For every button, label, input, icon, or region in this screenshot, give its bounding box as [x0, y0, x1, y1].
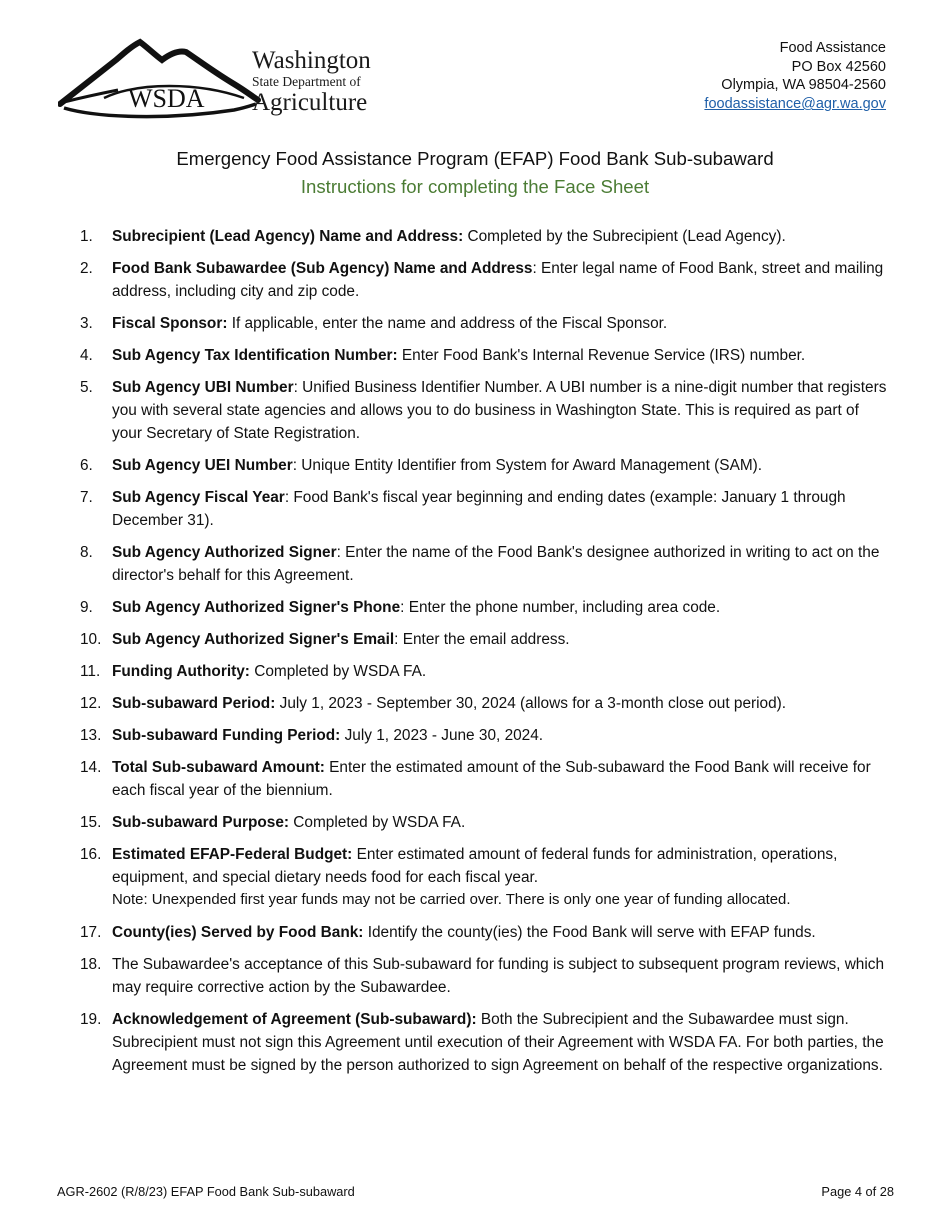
instruction-text: : Enter the name of the Food Bank's designee authorized in writing to act on the director's behalf for this Agreement.	[112, 544, 880, 584]
page-subtitle: Instructions for completing the Face Sheet	[300, 176, 650, 197]
instruction-label: Sub-subaward Funding Period:	[112, 727, 341, 744]
instruction-label: Food Bank Subawardee (Sub Agency) Name and Address	[112, 260, 533, 277]
instruction-label: Sub Agency Authorized Signer	[112, 544, 337, 561]
instruction-label: Fiscal Sponsor:	[112, 315, 228, 332]
instruction-label: Sub Agency Authorized Signer's Email	[112, 631, 395, 648]
instruction-number: 1.	[80, 228, 93, 245]
instruction-label: Sub Agency UEI Number	[112, 457, 293, 474]
instruction-label: Sub-subaward Purpose:	[112, 814, 290, 831]
instruction-number: 18.	[80, 956, 102, 973]
instruction-note: Note: Unexpended first year funds may not be carried over. There is only one year of funding allocated.	[112, 892, 791, 908]
instruction-label: Sub Agency Tax Identification Number:	[112, 347, 398, 364]
instruction-number: 13.	[80, 727, 102, 744]
instruction-number: 14.	[80, 759, 102, 776]
instruction-item	[80, 756, 892, 802]
instruction-number: 3.	[80, 315, 93, 332]
contact-line3: Olympia, WA 98504-2560	[721, 77, 886, 94]
instruction-item	[80, 724, 892, 747]
instruction-number: 16.	[80, 846, 102, 863]
instruction-label: Sub-subaward Period:	[112, 695, 276, 712]
instruction-item	[80, 541, 892, 587]
instruction-text: Identify the county(ies) the Food Bank will serve with EFAP funds.	[363, 924, 816, 941]
footer-page-number: Page 4 of 28	[821, 1184, 894, 1199]
agency-name	[252, 48, 371, 116]
instructions-list	[80, 225, 892, 1086]
instruction-label: County(ies) Served by Food Bank:	[112, 924, 364, 941]
instruction-text: July 1, 2023 - September 30, 2024 (allows for a 3-month close out period).	[275, 695, 787, 712]
instruction-item	[80, 225, 892, 248]
instruction-number: 8.	[80, 544, 93, 561]
instruction-label: Acknowledgement of Agreement (Sub-subaward):	[112, 1011, 477, 1028]
instruction-item	[80, 921, 892, 944]
contact-line1: Food Assistance	[779, 40, 886, 56]
instruction-item	[80, 596, 892, 619]
instruction-item	[80, 486, 892, 532]
instruction-item	[80, 376, 892, 445]
instruction-text: Completed by WSDA FA.	[249, 663, 427, 680]
instruction-text: : Unified Business Identifier Number. A UBI number is a nine-digit number that registers you with several state agencies and allows you to do business in Washington State. This is required as part of your Secretary of State Registration.	[112, 379, 887, 442]
instruction-label: Sub Agency UBI Number	[112, 379, 294, 396]
instruction-number: 6.	[80, 457, 93, 474]
instruction-item	[80, 953, 892, 999]
agency-name-line1: Washington	[252, 47, 371, 74]
instruction-number: 17.	[80, 924, 102, 941]
agency-name-line2: State Department of	[252, 74, 361, 89]
instruction-item	[80, 660, 892, 683]
instruction-label: Total Sub-subaward Amount:	[112, 759, 325, 776]
instruction-text: : Food Bank's fiscal year beginning and ending dates (example: January 1 through December 31).	[112, 489, 846, 529]
instruction-text: If applicable, enter the name and address of the Fiscal Sponsor.	[227, 315, 668, 332]
instruction-item	[80, 344, 892, 367]
instruction-item	[80, 843, 892, 912]
instruction-number: 7.	[80, 489, 93, 506]
instruction-text: : Enter the email address.	[394, 631, 570, 648]
instruction-number: 4.	[80, 347, 93, 364]
instruction-text: : Enter the phone number, including area code.	[400, 599, 721, 616]
instruction-text: Enter estimated amount of federal funds for administration, operations, equipment, and special dietary needs food for each fiscal year.	[112, 846, 838, 886]
instruction-number: 2.	[80, 260, 93, 277]
instruction-label: Funding Authority:	[112, 663, 250, 680]
instruction-text: : Unique Entity Identifier from System for Award Management (SAM).	[292, 457, 763, 474]
contact-line2: PO Box 42560	[791, 58, 886, 75]
instruction-text: The Subawardee's acceptance of this Sub-subaward for funding is subject to subsequent program reviews, which may require corrective action by the Subawardee.	[112, 956, 885, 996]
instruction-text: Completed by the Subrecipient (Lead Agency).	[463, 228, 786, 245]
instruction-number: 15.	[80, 814, 102, 831]
instruction-number: 5.	[80, 379, 93, 396]
instruction-text: Enter the estimated amount of the Sub-subaward the Food Bank will receive for each fiscal year of the biennium.	[112, 759, 871, 799]
instruction-item	[80, 628, 892, 651]
contact-block	[704, 39, 886, 114]
instruction-item	[80, 454, 892, 477]
instruction-label: Estimated EFAP-Federal Budget:	[112, 846, 353, 863]
instruction-label: Sub Agency Fiscal Year	[112, 489, 285, 506]
instruction-number: 9.	[80, 599, 93, 616]
instruction-item	[80, 692, 892, 715]
instruction-text: July 1, 2023 - June 30, 2024.	[340, 727, 544, 744]
agency-name-line3: Agriculture	[252, 89, 368, 116]
instruction-text: : Enter legal name of Food Bank, street and mailing address, including city and zip code.	[112, 260, 884, 300]
instruction-number: 12.	[80, 695, 102, 712]
instruction-number: 11.	[80, 663, 101, 680]
contact-email-link[interactable]: foodassistance@agr.wa.gov	[704, 96, 886, 113]
page-title: Emergency Food Assistance Program (EFAP) Food Bank Sub-subaward	[176, 148, 774, 169]
instruction-text: Enter Food Bank's Internal Revenue Service (IRS) number.	[397, 347, 806, 364]
instruction-number: 19.	[80, 1011, 102, 1028]
logo-badge-text: WSDA	[128, 84, 205, 113]
instruction-text: Both the Subrecipient and the Subawardee must sign. Subrecipient must not sign this Agreement until execution of their Agreement with WSDA FA. For both parties, the Agreement must be signed by the person authorized to sign Agreement on behalf of the respective organizations.	[112, 1011, 884, 1074]
instruction-label: Sub Agency Authorized Signer's Phone	[112, 599, 401, 616]
instruction-text: Completed by WSDA FA.	[289, 814, 466, 831]
instruction-item	[80, 312, 892, 335]
footer-form-id: AGR-2602 (R/8/23) EFAP Food Bank Sub-subaward	[57, 1184, 355, 1199]
instruction-item	[80, 257, 892, 303]
instruction-item	[80, 1008, 892, 1077]
instruction-item	[80, 811, 892, 834]
instruction-label: Subrecipient (Lead Agency) Name and Address:	[112, 228, 464, 245]
instruction-number: 10.	[80, 631, 102, 648]
